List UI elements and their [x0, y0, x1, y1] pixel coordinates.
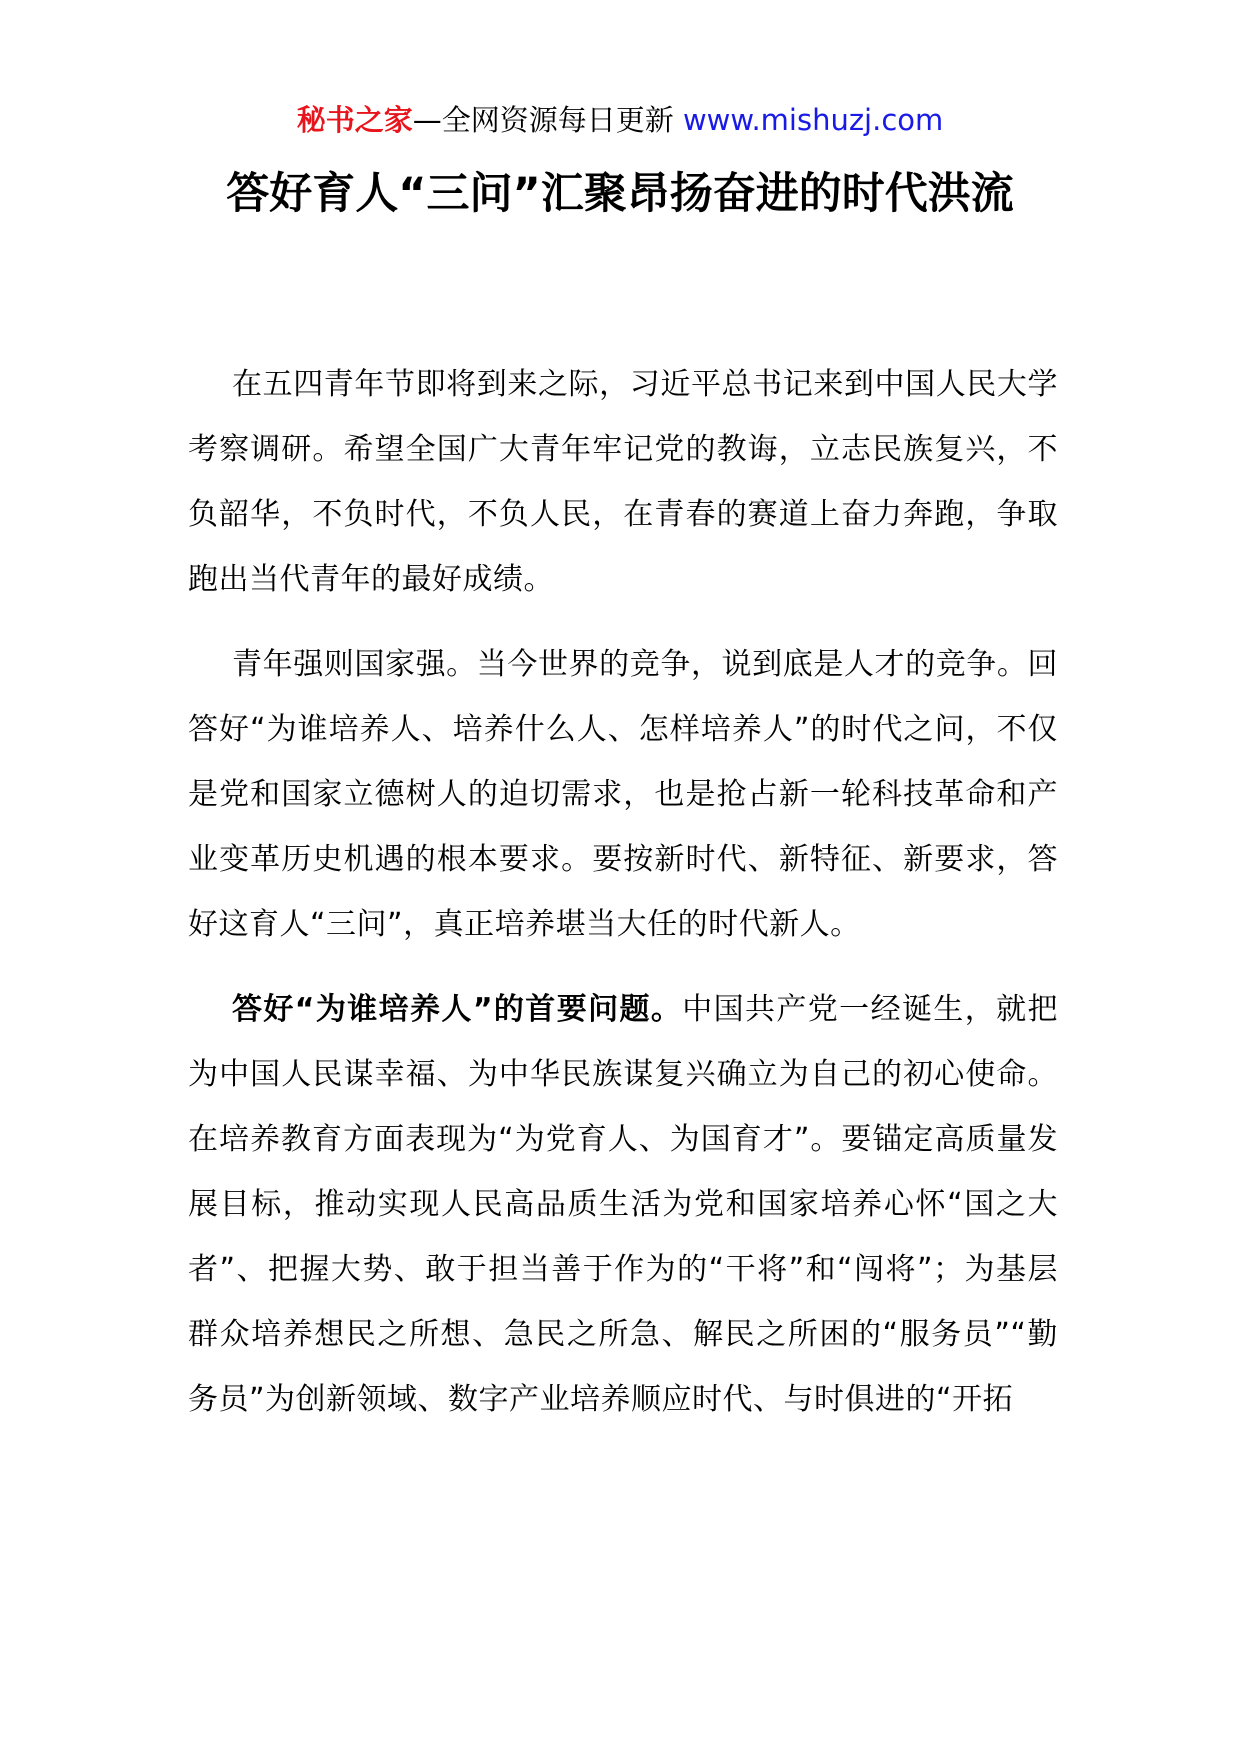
paragraph-2	[188, 632, 1058, 957]
paragraph-3	[188, 977, 1058, 1432]
page-title: 答好育人“三问”汇聚昂扬奋进的时代洪流	[226, 169, 1014, 219]
paragraph-text: 青年强则国家强。当今世界的竞争，说到底是人才的竞争。回答好“为谁培养人、培养什么人、怎样培养人”的时代之问，不仅是党和国家立德树人的迫切需求，也是抢占新一轮科技革命和产业变革历史机遇的根本要求。要按新时代、新特征、新要求，答好这育人“三问”，真正培养堪当大任的时代新人。	[188, 647, 1058, 942]
paragraph-lead: 答好“为谁培养人”的首要问题。	[232, 992, 683, 1027]
header-slogan: —全网资源每日更新	[412, 103, 683, 137]
brand-name: 秘书之家	[296, 103, 413, 137]
watermark-header	[0, 100, 1240, 140]
website-link[interactable]: www.mishuzj.com	[682, 103, 944, 137]
article-body	[188, 352, 1058, 1452]
paragraph-1	[188, 352, 1058, 612]
paragraph-text: 在五四青年节即将到来之际，习近平总书记来到中国人民大学考察调研。希望全国广大青年牢记党的教诲，立志民族复兴，不负韶华，不负时代，不负人民，在青春的赛道上奋力奔跑，争取跑出当代青年的最好成绩。	[188, 367, 1058, 597]
paragraph-text: 中国共产党一经诞生，就把为中国人民谋幸福、为中华民族谋复兴确立为自己的初心使命。在培养教育方面表现为“为党育人、为国育才”。要锚定高质量发展目标，推动实现人民高品质生活为党和国家培养心怀“国之大者”、把握大势、敢于担当善于作为的“干将”和“闯将”；为基层群众培养想民之所想、急民之所急、解民之所困的“服务员”“勤务员”为创新领域、数字产业培养顺应时代、与时俱进的“开拓	[188, 992, 1059, 1417]
